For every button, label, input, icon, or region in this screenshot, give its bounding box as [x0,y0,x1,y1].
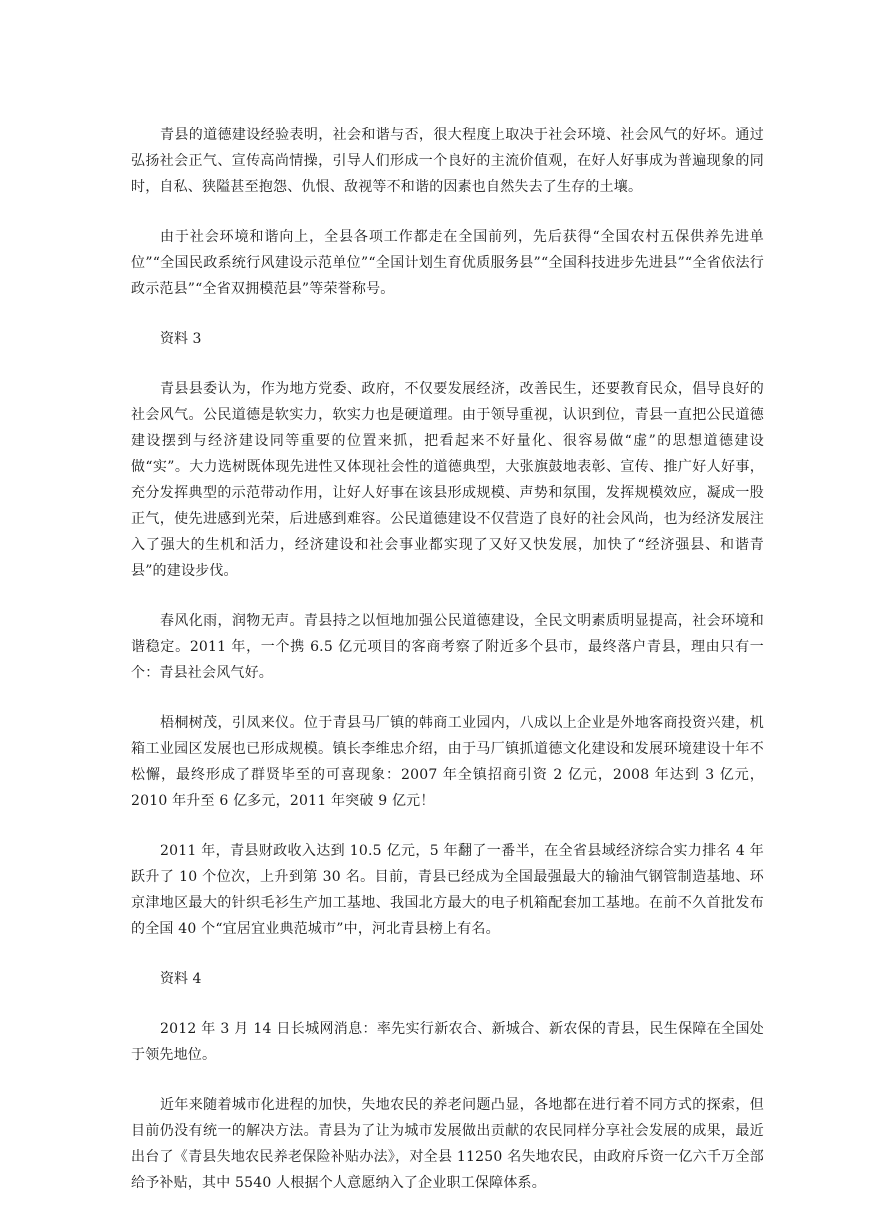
paragraph-gap [131,200,764,224]
document-page [131,122,764,1196]
paragraph-news-report: 2012 年 3 月 14 日长城网消息：率先实行新农合、新城合、新农保的青县，民生保障在全国处于领先地位。 [131,1021,764,1063]
paragraph-county-committee: 青县县委认为，作为地方党委、政府，不仅要发展经济，改善民生，还要教育民众，倡导良好的社会风气。公民道德是软实力，软实力也是硬道理。由于领导重视，认识到位，青县一直把公民道德建设摆到与经济建设同等重要的位置来抓，把看起来不好量化、很容易做“虚”的思想道德建设做“实”。大力选树既体现先进性又体现社会性的道德典型，大张旗鼓地表彰、宣传、推广好人好事，充分发挥典型的示范带动作用，让好人好事在该县形成规模、声势和氛围，发挥规模效应，凝成一股正气，使先进感到光荣，后进感到难容。公民道德建设不仅营造了良好的社会风尚，也为经济发展注入了强大的生机和活力，经济建设和社会事业都实现了又好又快发展，加快了“经济强县、和谐青县”的建设步伐。 [131,381,764,579]
paragraph-spring-breeze: 春风化雨，润物无声。青县持之以恒地加强公民道德建设，全民文明素质明显提高，社会环境和谐稳定。2011 年，一个携 6.5 亿元项目的客商考察了附近多个县市，最终落户青县，理由只有一个：青县社会风气好。 [131,613,764,681]
paragraph-fiscal-revenue: 2011 年，青县财政收入达到 10.5 亿元，5 年翻了一番半，在全省县域经济综合实力排名 4 年跃升了 10 个位次，上升到第 30 名。目前，青县已经成为全国最强最大的输油气钢管制造基地、环京津地区最大的针织毛衫生产加工基地、我国北方最大的电子机箱配套加工基地。在前不久首批发布的全国 40 个“宜居宜业典范城市”中，河北青县榜上有名。 [131,843,764,937]
paragraph-landless-farmers: 近年来随着城市化进程的加快，失地农民的养老问题凸显，各地都在进行着不同方式的探索，但目前仍没有统一的解决方法。青县为了让为城市发展做出贡献的农民同样分享社会发展的成果，最近出台了《青县失地农民养老保险补贴办法》，对全县 11250 名失地农民，由政府斥资一亿六千万全部给予补贴，其中 5540 人根据个人意愿纳入了企业职工保障体系。 [131,1097,764,1191]
section-heading-material-3: 资料 3 [160,331,202,347]
paragraph-gap [131,686,764,710]
paragraph-gap [131,302,764,326]
paragraph-gap [131,1068,764,1092]
paragraph-gap [131,352,764,376]
section-heading-material-4: 资料 4 [160,971,202,987]
paragraph-gap [131,814,764,838]
paragraph-gap [131,992,764,1016]
paragraph-gap [131,584,764,608]
paragraph-moral-construction: 青县的道德建设经验表明，社会和谐与否，很大程度上取决于社会环境、社会风气的好坏。通过弘扬社会正气、宣传高尚情操，引导人们形成一个良好的主流价值观，在好人好事成为普遍现象的同时，自私、狭隘甚至抱怨、仇恨、敌视等不和谐的因素也自然失去了生存的土壤。 [131,127,764,195]
paragraph-honors: 由于社会环境和谐向上，全县各项工作都走在全国前列，先后获得“全国农村五保供养先进单位”“全国民政系统行风建设示范单位”“全国计划生育优质服务县”“全国科技进步先进县”“全省依法行政示范县”“全省双拥模范县”等荣誉称号。 [131,229,764,297]
paragraph-gap [131,942,764,966]
paragraph-parasol-trees: 梧桐树茂，引凤来仪。位于青县马厂镇的韩商工业园内，八成以上企业是外地客商投资兴建，机箱工业园区发展也已形成规模。镇长李维忠介绍，由于马厂镇抓道德文化建设和发展环境建设十年不松懈，最终形成了群贤毕至的可喜现象：2007 年全镇招商引资 2 亿元，2008 年达到 3 亿元，2010 年升至 6 亿多元，2011 年突破 9 亿元！ [131,715,764,809]
